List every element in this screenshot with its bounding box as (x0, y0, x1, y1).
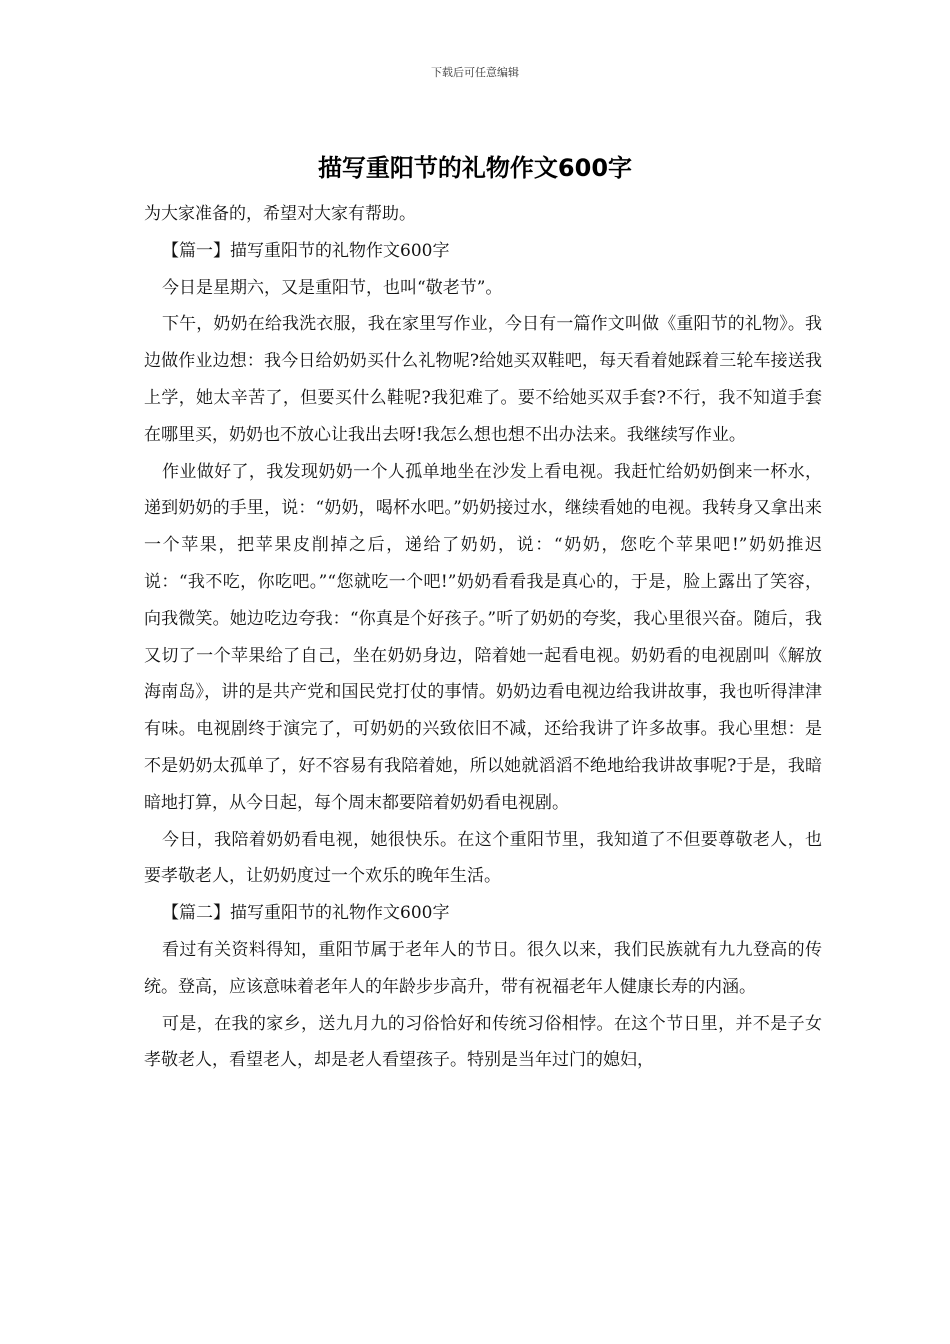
section-2-heading: 【篇二】描写重阳节的礼物作文600字 (162, 903, 450, 924)
section-1-heading: 【篇一】描写重阳节的礼物作文600字 (162, 240, 450, 261)
document-body (144, 196, 822, 1079)
section-1-paragraph: 今日是星期六，又是重阳节，也叫“敬老节”。 (162, 277, 503, 298)
intro-paragraph: 为大家准备的，希望对大家有帮助。 (144, 204, 416, 224)
section-1-paragraph: 今日，我陪着奶奶看电视，她很快乐。在这个重阳节里，我知道了不但要尊敬老人，也要孝敬老人，让奶奶度过一个欢乐的晚年生活。 (144, 829, 822, 887)
section-2-paragraph: 可是，在我的家乡，送九月九的习俗恰好和传统习俗相悖。在这个节日里，并不是子女孝敬老人，看望老人，却是老人看望孩子。特别是当年过门的媳妇， (144, 1013, 822, 1071)
section-1-paragraph: 下午，奶奶在给我洗衣服，我在家里写作业，今日有一篇作文叫做《重阳节的礼物》。我边做作业边想：我今日给奶奶买什么礼物呢?给她买双鞋吧，每天看着她踩着三轮车接送我上学，她太辛苦了，但要买什么鞋呢?我犯难了。要不给她买双手套?不行，我不知道手套在哪里买，奶奶也不放心让我出去呀!我怎么想也想不出办法来。我继续写作业。 (144, 314, 822, 445)
document-title: 描写重阳节的礼物作文600字 (317, 154, 633, 182)
page-header: 下载后可任意编辑 (431, 66, 519, 79)
section-2-paragraph: 看过有关资料得知，重阳节属于老年人的节日。很久以来，我们民族就有九九登高的传统。登高，应该意味着老年人的年龄步步高升，带有祝福老年人健康长寿的内涵。 (144, 939, 822, 997)
section-1-paragraph: 作业做好了，我发现奶奶一个人孤单地坐在沙发上看电视。我赶忙给奶奶倒来一杯水，递到奶奶的手里，说：“奶奶，喝杯水吧。”奶奶接过水，继续看她的电视。我转身又拿出来一个苹果，把苹果皮削掉之后，递给了奶奶，说：“奶奶，您吃个苹果吧!”奶奶推迟说：“我不吃，你吃吧。”“您就吃一个吧!”奶奶看看我是真心的，于是，脸上露出了笑容，向我微笑。她边吃边夸我：“你真是个好孩子。”听了奶奶的夸奖，我心里很兴奋。随后，我又切了一个苹果给了自己，坐在奶奶身边，陪着她一起看电视。奶奶看的电视剧叫《解放海南岛》，讲的是共产党和国民党打仗的事情。奶奶边看电视边给我讲故事，我也听得津津有味。电视剧终于演完了，可奶奶的兴致依旧不减，还给我讲了许多故事。我心里想：是不是奶奶太孤单了，好不容易有我陪着她，所以她就滔滔不绝地给我讲故事呢?于是，我暗暗地打算，从今日起，每个周末都要陪着奶奶看电视剧。 (144, 461, 822, 813)
